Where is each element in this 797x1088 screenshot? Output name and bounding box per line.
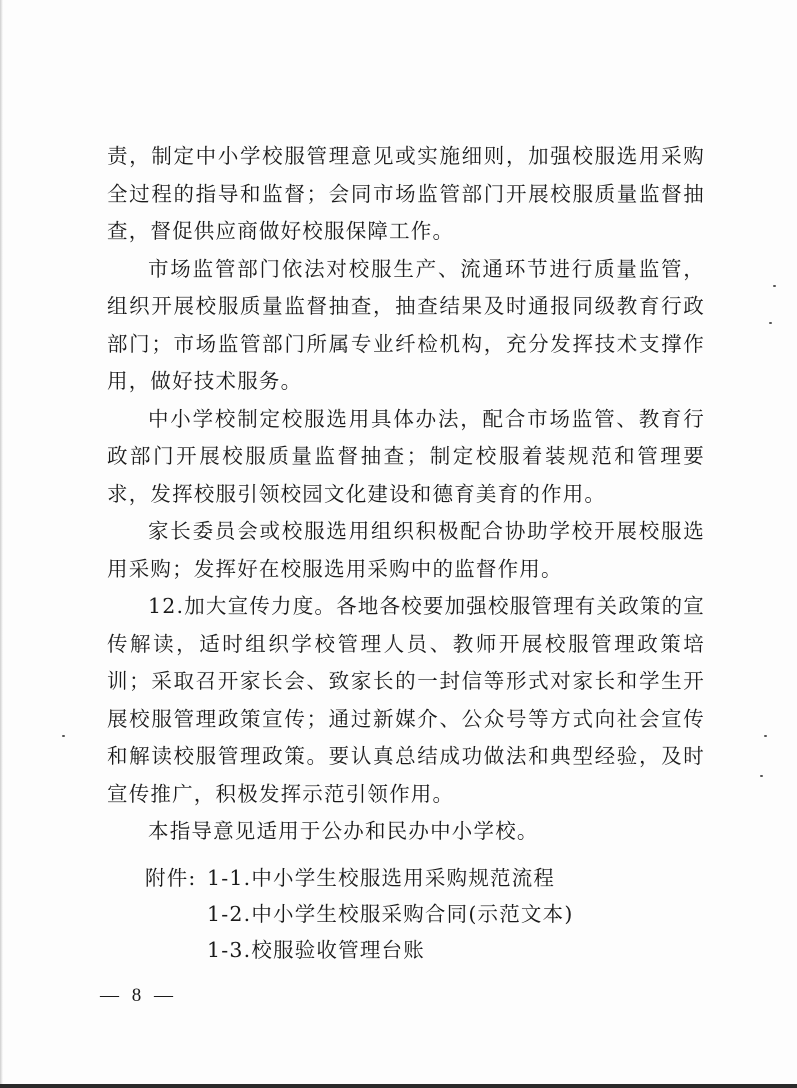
scan-speck — [769, 322, 772, 324]
attachment-item — [145, 896, 574, 932]
attachment-title: 1-1.中小学生校服选用采购规范流程 — [207, 866, 556, 890]
paragraph-publicity: 12.加大宣传力度。各地各校要加强校服管理有关政策的宣传解读，适时组织学校管理人员、教师开展校服管理政策培训；采取召开家长会、致家长的一封信等形式对家长和学生开展校服管理政策宣传；通过新媒介、公众号等方式向社会宣传和解读校服管理政策。要认真总结成功做法和典型经验，及时宣传推广，积极发挥示范引领作用。 — [107, 594, 706, 806]
attachments-label: 附件: — [145, 866, 197, 890]
attachment-title: 1-2.中小学生校服采购合同(示范文本) — [207, 902, 574, 926]
scan-speck — [760, 775, 763, 777]
paragraph-scope: 本指导意见适用于公办和民办中小学校。 — [148, 819, 539, 843]
scan-speck — [773, 285, 776, 287]
attachments-list — [145, 860, 574, 968]
page-number: — 8 — — [100, 985, 177, 1006]
attachment-item — [145, 860, 574, 896]
paragraph-schools: 中小学校制定校服选用具体办法，配合市场监管、教育行政部门开展校服质量监督抽查；制定校服着装规范和管理要求，发挥校服引领校园文化建设和德育美育的作用。 — [107, 406, 705, 506]
paragraph-continuation: 责，制定中小学校服管理意见或实施细则，加强校服选用采购全过程的指导和监督；会同市场监管部门开展校服质量监督抽查，督促供应商做好校服保障工作。 — [107, 144, 705, 243]
scan-speck — [764, 735, 767, 737]
attachment-title: 1-3.校服验收管理台账 — [207, 938, 425, 962]
document-body — [107, 138, 705, 851]
paragraph-market-supervision: 市场监管部门依法对校服生产、流通环节进行质量监管，组织开展校服质量监督抽查，抽查结果及时通报同级教育行政部门；市场监管部门所属专业纤检机构，充分发挥技术支撑作用，做好技术服务。 — [107, 256, 705, 393]
scan-speck — [62, 735, 65, 737]
page-bottom-edge — [0, 1084, 797, 1088]
attachment-item — [145, 932, 574, 968]
page-edge-shadow — [0, 0, 3, 1088]
paragraph-parent-committee: 家长委员会或校服选用组织积极配合协助学校开展校服选用采购；发挥好在校服选用采购中的监督作用。 — [107, 519, 705, 581]
